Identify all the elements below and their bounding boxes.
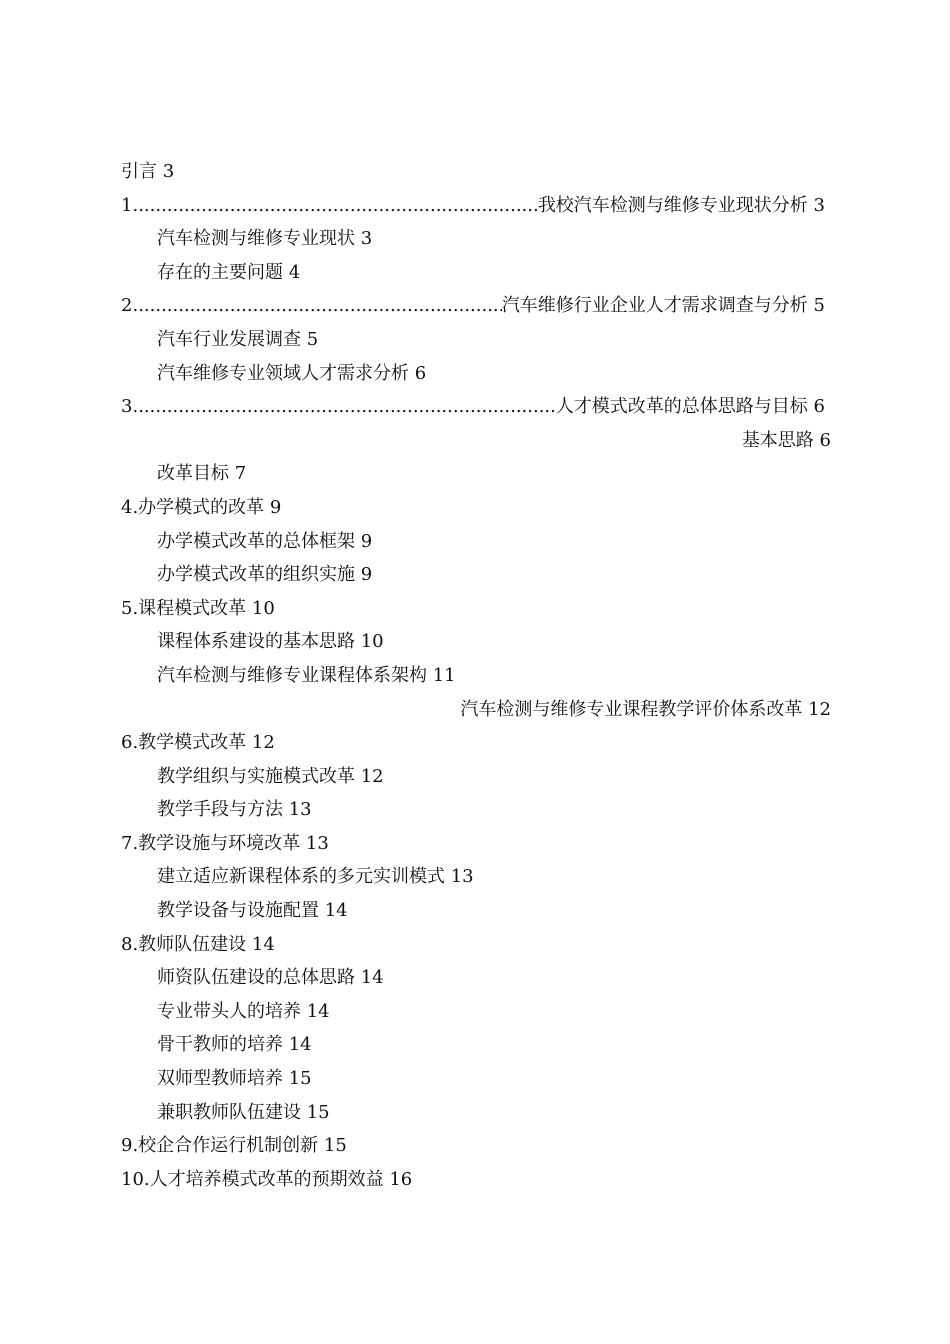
dot-leader [138, 289, 502, 323]
toc-entry-number: 3. [121, 396, 139, 418]
toc-entry-section-4-2[interactable] [121, 558, 831, 592]
toc-entry-section-8-1[interactable] [121, 961, 831, 995]
toc-entry-section-8-4[interactable] [121, 1062, 831, 1096]
toc-entry-label: 双师型教师培养 15 [157, 1068, 312, 1090]
toc-entry-label: 兼职教师队伍建设 15 [157, 1101, 330, 1123]
toc-entry-section-7-1[interactable] [121, 860, 831, 894]
toc-entry-section-8-3[interactable] [121, 1028, 831, 1062]
toc-entry-label: 基本思路 6 [741, 429, 831, 451]
toc-entry-section-2-2[interactable] [121, 357, 831, 391]
toc-entry-label: 10.人才培养模式改革的预期效益 16 [121, 1168, 413, 1190]
toc-entry-section-8-5[interactable] [121, 1096, 831, 1130]
toc-entry-label: 课程体系建设的基本思路 10 [157, 631, 384, 653]
toc-entry-label: 汽车检测与维修专业课程教学评价体系改革 12 [460, 698, 831, 720]
toc-entry-label: 汽车检测与维修专业课程体系架构 11 [157, 664, 456, 686]
toc-entry-label: 我校汽车检测与维修专业现状分析 3 [537, 194, 825, 216]
toc-entry-section-2-1[interactable] [121, 323, 831, 357]
toc-entry-label: 4.办学模式的改革 9 [121, 496, 282, 518]
toc-entry-label: 办学模式改革的总体框架 9 [157, 530, 373, 552]
toc-entry-section-3[interactable] [121, 390, 825, 424]
toc-entry-label: 5.课程模式改革 10 [121, 597, 275, 619]
toc-entry-number: 1. [121, 194, 139, 216]
toc-entry-section-8[interactable] [121, 928, 831, 962]
toc-entry-label: 教学组织与实施模式改革 12 [157, 765, 384, 787]
toc-entry-label: 汽车检测与维修专业现状 3 [157, 228, 373, 250]
toc-entry-section-5[interactable] [121, 592, 831, 626]
toc-entry-section-6-1[interactable] [121, 760, 831, 794]
toc-entry-label: 7.教学设施与环境改革 13 [121, 832, 329, 854]
toc-entry-label: 教学手段与方法 13 [157, 799, 312, 821]
toc-entry-section-1-1[interactable] [121, 222, 831, 256]
toc-entry-label: 汽车维修专业领域人才需求分析 6 [157, 362, 427, 384]
toc-entry-section-5-2[interactable] [121, 659, 831, 693]
toc-entry-label: 办学模式改革的组织实施 9 [157, 564, 373, 586]
toc-entry-section-2[interactable] [121, 289, 825, 323]
toc-entry-section-1-2[interactable] [121, 256, 831, 290]
toc-entry-label: 存在的主要问题 4 [157, 261, 301, 283]
toc-entry-section-4-1[interactable] [121, 525, 831, 559]
toc-entry-label: 汽车行业发展调查 5 [157, 328, 319, 350]
toc-entry-label: 专业带头人的培养 14 [157, 1000, 330, 1022]
toc-entry-section-5-1[interactable] [121, 625, 831, 659]
toc-entry-section-3-1[interactable] [121, 424, 831, 458]
toc-entry-label: 引言 3 [121, 161, 175, 182]
dot-leader [138, 390, 556, 424]
toc-entry-label: 9.校企合作运行机制创新 15 [121, 1135, 347, 1157]
toc-entry-section-3-2[interactable] [121, 457, 831, 491]
toc-entry-label: 师资队伍建设的总体思路 14 [157, 967, 384, 989]
toc-entry-section-5-3[interactable] [121, 693, 831, 727]
toc-entry-label: 改革目标 7 [157, 463, 247, 485]
toc-entry-section-4[interactable] [121, 491, 831, 525]
toc-entry-section-6-2[interactable] [121, 793, 831, 827]
toc-entry-label: 骨干教师的培养 14 [157, 1034, 312, 1056]
toc-entry-section-7-2[interactable] [121, 894, 831, 928]
toc-entry-label: 建立适应新课程体系的多元实训模式 13 [157, 866, 474, 888]
toc-entry-section-8-2[interactable] [121, 995, 831, 1029]
toc-entry-label: 汽车维修行业企业人才需求调查与分析 5 [501, 295, 825, 317]
table-of-contents [121, 155, 831, 1196]
toc-entry-label: 6.教学模式改革 12 [121, 732, 275, 754]
toc-entry-section-1[interactable] [121, 189, 825, 223]
toc-entry-label: 8.教师队伍建设 14 [121, 933, 275, 955]
toc-entry-section-10[interactable] [121, 1163, 831, 1197]
dot-leader [138, 189, 538, 223]
toc-entry-section-6[interactable] [121, 726, 831, 760]
toc-entry-label: 人才模式改革的总体思路与目标 6 [555, 396, 825, 418]
toc-entry-section-7[interactable] [121, 827, 831, 861]
toc-entry-label: 教学设备与设施配置 14 [157, 900, 348, 922]
toc-entry-number: 2. [121, 295, 139, 317]
toc-entry-intro[interactable] [121, 155, 831, 189]
toc-entry-section-9[interactable] [121, 1129, 831, 1163]
